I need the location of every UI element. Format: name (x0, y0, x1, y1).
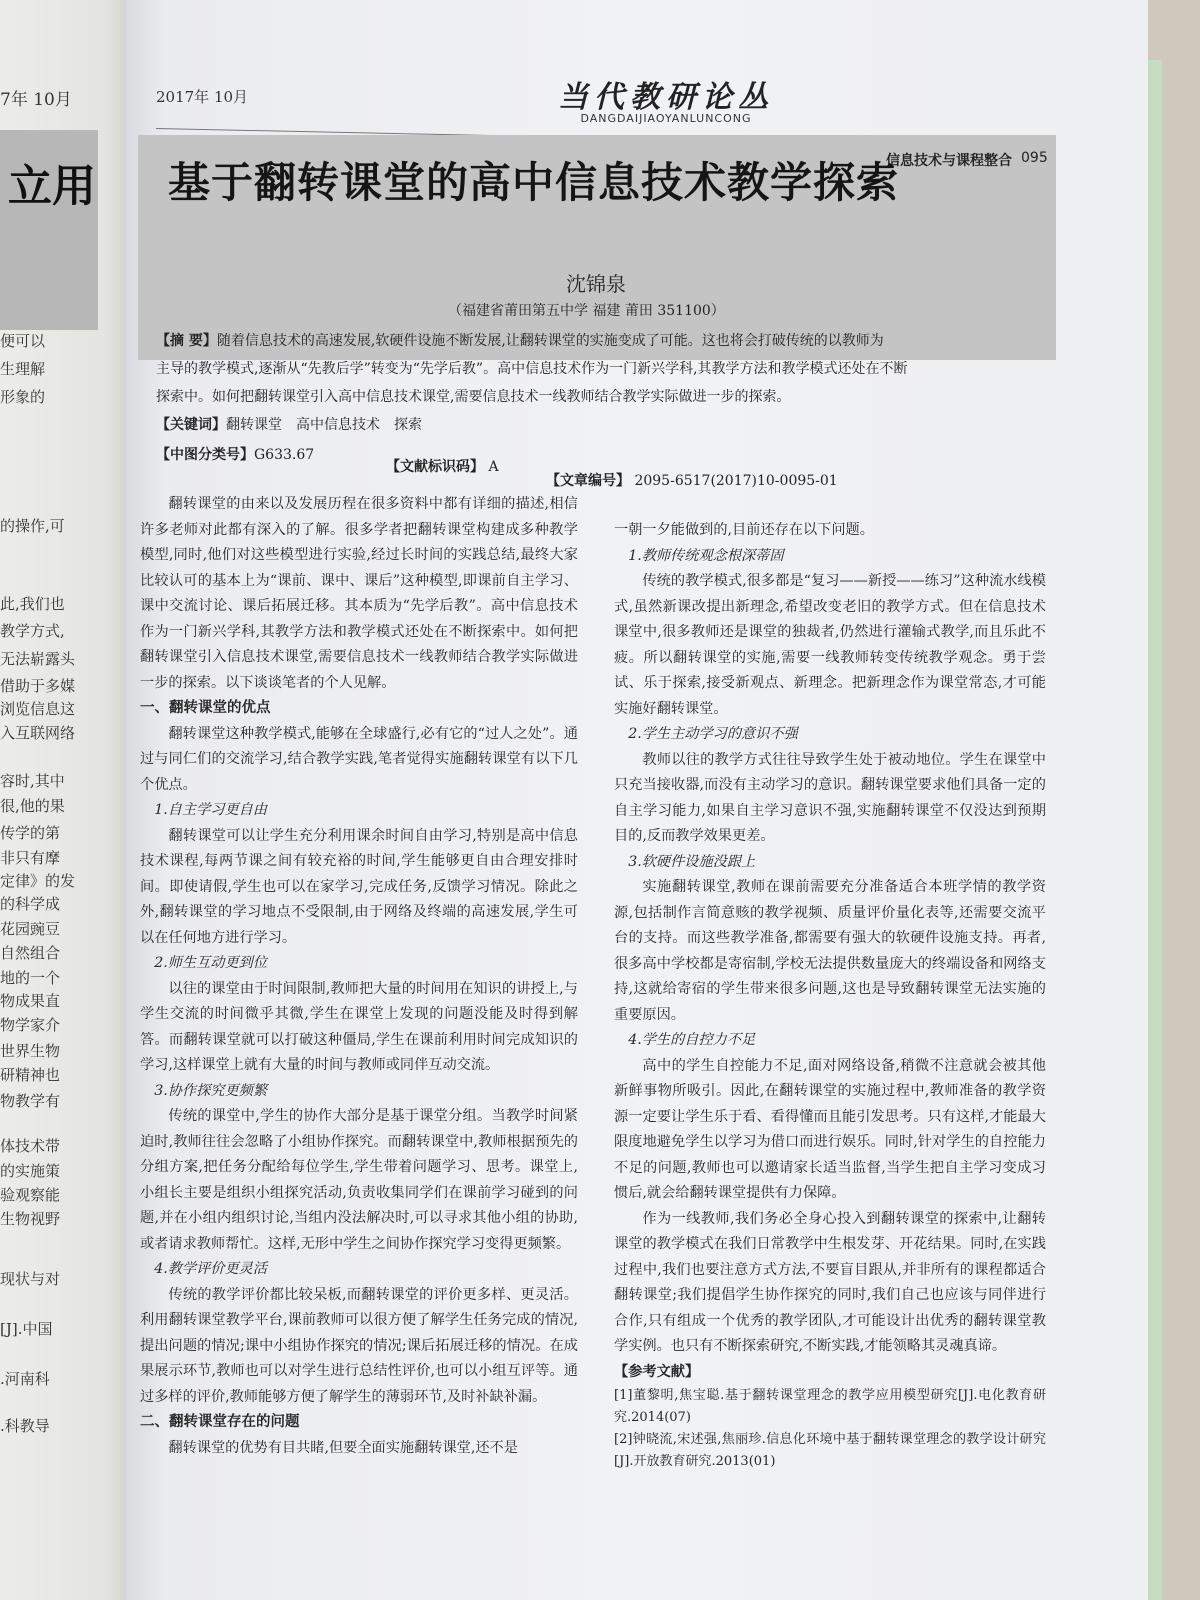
previous-page-line: 物成果直 (0, 992, 61, 1010)
conclusion-paragraph: 作为一线教师,我们务必全身心投入到翻转课堂的探索中,让翻转课堂的教学模式在我们日常教学中生根发芽、开花结果。同时,在实践过程中,我们也要注意方式方法,不要盲目跟从,并非所有的课程都适合翻转课堂;我们提倡学生协作探究的同时,我们自己也应该与同伴进行合作,只有组成一个优秀的教学团队,才可能设计出优秀的翻转课堂教学实例。也只有不断探索研究,不断实践,才能领略其灵魂真谛。 (614, 1210, 1046, 1354)
paragraph-3: 传统的课堂中,学生的协作大部分是基于课堂分组。当教学时间紧迫时,教师往往会忽略了小组协作探究。而翻转课堂中,教师根据预先的分组方案,把任务分配给每位学生,学生带着问题学习、思考。课堂上,小组长主要是组织小组探究活动,负责收集同学们在课前学习碰到的问题,并在小组内组织讨论,当组内没法解决时,可以寻求其他小组的协助,或者请求教师帮忙。这样,无形中学生之间协作探究学习变得更频繁。 (140, 1108, 578, 1252)
clc-value: G633.67 (254, 447, 315, 463)
previous-page-header: 7年 10月 (0, 90, 72, 110)
keywords-label: 【关键词】 (156, 417, 226, 433)
page-number: 095 (1021, 150, 1048, 166)
journal-page (126, 0, 1148, 1600)
article-no-value: 2095-6517(2017)10-0095-01 (634, 473, 838, 489)
previous-page-line: 非只有摩 (0, 849, 61, 867)
advantages-intro: 翻转课堂这种教学模式,能够在全球盛行,必有它的“过人之处”。通过与同仁们的交流学习,结合教学实践,笔者觉得实施翻转课堂有以下几个优点。 (140, 725, 578, 793)
paragraph-1: 翻转课堂可以让学生充分利用课余时间自由学习,特别是高中信息技术课程,每两节课之间有较充裕的时间,学生能够更自由合理安排时间。即使请假,学生也可以在家学习,完成任务,反馈学习情况。除此之外,翻转课堂的学习地点不受限制,由于网络及终端的高速发展,学生可以在任何地方进行学习。 (140, 827, 578, 946)
section-label: 信息技术与课程整合 (886, 153, 1012, 169)
body-column-left (140, 492, 578, 1461)
issue-date: 2017年 10月 (156, 88, 249, 106)
previous-page-line: .科教导 (0, 1417, 50, 1435)
previous-page-line: 验观察能 (0, 1186, 61, 1204)
previous-page-line: 传学的第 (0, 824, 61, 842)
previous-page-line: 研精神也 (0, 1066, 61, 1084)
previous-page-line: 的科学成 (0, 895, 61, 913)
previous-page-line: 教学方式, (0, 622, 65, 640)
problem-heading-3: 3.软硬件设施没跟上 (628, 853, 756, 870)
subheading-3: 3.协作探究更频繁 (154, 1082, 268, 1099)
reference-1: [1]董黎明,焦宝聪.基于翻转课堂理念的教学应用模型研究[J].电化教育研究.2014(07) (614, 1388, 1046, 1425)
abstract-line-3: 探索中。如何把翻转课堂引入高中信息技术课堂,需要信息技术一线教师结合教学实际做进一步的探索。 (156, 389, 791, 405)
doc-code-value: A (488, 459, 499, 475)
article-no-line (546, 470, 838, 490)
previous-page-line: 物学家介 (0, 1016, 61, 1034)
keywords-line (156, 414, 422, 434)
previous-page-line: 生理解 (0, 360, 46, 378)
author-affiliation: （福建省莆田第五中学 福建 莆田 351100） (448, 303, 725, 319)
previous-page-line: 此,我们也 (0, 595, 65, 613)
previous-page-line: 入互联网络 (0, 724, 76, 742)
problem-paragraph-4: 高中的学生自控能力不足,面对网络设备,稍微不注意就会被其他新鲜事物所吸引。因此,在翻转课堂的实施过程中,教师准备的教学资源一定要让学生乐于看、看得懂而且能引发思考。只有这样,才能最大限度地避免学生以学习为借口而进行娱乐。同时,针对学生的自控能力不足的问题,教师也可以邀请家长适当监督,当学生把自主学习变成习惯后,就会给翻转课堂提供有力保障。 (614, 1057, 1046, 1201)
body-column-right (614, 518, 1046, 1473)
paragraph-4: 传统的教学评价都比较呆板,而翻转课堂的评价更多样、更灵活。利用翻转课堂教学平台,课前教师可以很方便了解学生任务完成的情况,提出问题的情况;课中小组协作探究的情况;课后拓展迁移的情况。在成果展示环节,教师也可以对学生进行总结性评价,也可以小组互评等。通过多样的评价,教师能够方便了解学生的薄弱环节,及时补缺补漏。 (140, 1286, 578, 1405)
previous-page-line: 无法崭露头 (0, 650, 76, 668)
subheading-2: 2.师生互动更到位 (154, 955, 268, 971)
clc-line (156, 444, 314, 464)
previous-page-line: 浏览信息这 (0, 700, 76, 718)
page-stack-edge (1148, 60, 1162, 1600)
problem-heading-1: 1.教师传统观念根深蒂固 (628, 547, 784, 564)
problem-paragraph-2: 教师以往的教学方式往往导致学生处于被动地位。学生在课堂中只充当接收器,而没有主动学习的意识。翻转课堂要求他们具备一定的自主学习能力,如果自主学习意识不强,实施翻转课堂不仅没达到预期目的,反而教学效果更差。 (614, 751, 1046, 844)
article-author: 沈锦泉 (566, 272, 626, 296)
problems-intro: 翻转课堂的优势有目共睹,但要全面实施翻转课堂,还不是 (168, 1439, 518, 1456)
previous-page-line: 体技术带 (0, 1137, 61, 1155)
previous-page-line: 便可以 (0, 332, 46, 350)
subheading-4: 4.教学评价更灵活 (154, 1261, 268, 1277)
subheading-1: 1.自主学习更自由 (154, 802, 268, 818)
problem-heading-2: 2.学生主动学习的意识不强 (628, 726, 798, 742)
previous-page-title-fragment: 立用 (8, 161, 96, 212)
previous-page-line: 地的一个 (0, 969, 61, 987)
problems-intro-continued: 一朝一夕能做到的,目前还存在以下问题。 (614, 522, 874, 538)
journal-masthead (516, 72, 816, 125)
previous-page-line: 借助于多媒 (0, 677, 76, 695)
previous-page-line: 花园豌豆 (0, 920, 61, 938)
article-no-label: 【文章编号】 (546, 473, 630, 489)
previous-page-line: 现状与对 (0, 1270, 61, 1288)
abstract-line-2: 主导的教学模式,逐渐从“先教后学”转变为“先学后教”。高中信息技术作为一门新兴学科,其教学方法和教学模式还处在不断 (156, 361, 908, 377)
previous-page-line: 定律》的发 (0, 872, 76, 890)
heading-advantages: 一、翻转课堂的优点 (140, 700, 271, 716)
previous-page-line: 物教学有 (0, 1092, 61, 1110)
previous-page-line: 的实施策 (0, 1162, 61, 1180)
previous-page-line: 生物视野 (0, 1210, 61, 1228)
problem-paragraph-3: 实施翻转课堂,教师在课前需要充分准备适合本班学情的教学资源,包括制作言简意赅的教学视频、质量评价量化表等,还需要交流平台的支持。而这些教学准备,都需要有强大的软硬件设施支持。再者,很多高中学校都是寄宿制,学校无法提供数量庞大的终端设备和网络支持,这就给寄宿的学生带来很多问题,这也是导致翻转课堂无法实施的重要原因。 (614, 879, 1046, 1023)
clc-label: 【中图分类号】 (156, 447, 254, 463)
abstract-line-1 (156, 330, 884, 350)
references-heading: 【参考文献】 (614, 1363, 700, 1380)
article-title: 基于翻转课堂的高中信息技术教学探索 (168, 158, 900, 207)
previous-page-line: 很,他的果 (0, 797, 65, 815)
problem-paragraph-1: 传统的教学模式,很多都是“复习——新授——练习”这种流水线模式,虽然新课改提出新理念,希望改变老旧的教学方式。但在信息技术课堂中,很多教师还是课堂的独裁者,仍然进行灌输式教学,而且乐此不疲。所以翻转课堂的实施,需要一线教师转变传统教学观念。勇于尝试、乐于探索,接受新观点、新理念。把新理念作为课堂常态,才可能实施好翻转课堂。 (614, 573, 1046, 717)
previous-page-line: 的操作,可 (0, 517, 65, 535)
previous-page-line: .河南科 (0, 1370, 50, 1388)
intro-paragraph: 翻转课堂的由来以及发展历程在很多资料中都有详细的描述,相信许多老师对此都有深入的了解。很多学者把翻转课堂构建成多种教学模型,同时,他们对这些模型进行实验,经过长时间的实践总结,最终大家比较认可的基本上为“课前、课中、课后”这种模型,即课前自主学习、课中交流讨论、课后拓展迁移。其本质为“先学后教”。高中信息技术作为一门新兴学科,其教学方法和教学模式还处在不断探索中。如何把翻转课堂引入信息技术课堂,需要信息技术一线教师结合教学实际做进一步的探索。以下谈谈笔者的个人见解。 (140, 496, 578, 691)
masthead-pinyin: DANGDAIJIAOYANLUNCONG (580, 112, 752, 125)
previous-page-fragment (0, 0, 132, 1600)
keywords: 翻转课堂 高中信息技术 探索 (226, 417, 422, 433)
paragraph-2: 以往的课堂由于时间限制,教师把大量的时间用在知识的讲授上,与学生交流的时间微乎其微,学生在课堂上发现的问题没能及时得到解答。而翻转课堂就可以打破这种僵局,学生在课前利用时间完成知识的学习,这样课堂上就有大量的时间与教师或同伴互动交流。 (140, 980, 578, 1073)
previous-page-line: 自然组合 (0, 944, 61, 962)
masthead-chinese: 当代教研论丛 (558, 80, 774, 115)
abstract-text-1: 随着信息技术的高速发展,软硬件设施不断发展,让翻转课堂的实施变成了可能。这也将会打破传统的以教师为 (216, 333, 884, 349)
doc-code-label: 【文献标识码】 (386, 459, 484, 475)
previous-page-line: 世界生物 (0, 1042, 61, 1060)
abstract-label: 【摘 要】 (156, 333, 217, 349)
previous-page-line: 容时,其中 (0, 772, 65, 790)
previous-page-line: [J].中国 (0, 1320, 53, 1338)
doc-code-line (386, 456, 499, 476)
previous-page-line: 形象的 (0, 388, 46, 406)
reference-2: [2]钟晓流,宋述强,焦丽珍.信息化环境中基于翻转课堂理念的教学设计研究[J].开放教育研究.2013(01) (614, 1432, 1046, 1469)
heading-problems: 二、翻转课堂存在的问题 (140, 1414, 300, 1430)
problem-heading-4: 4.学生的自控力不足 (628, 1032, 756, 1048)
